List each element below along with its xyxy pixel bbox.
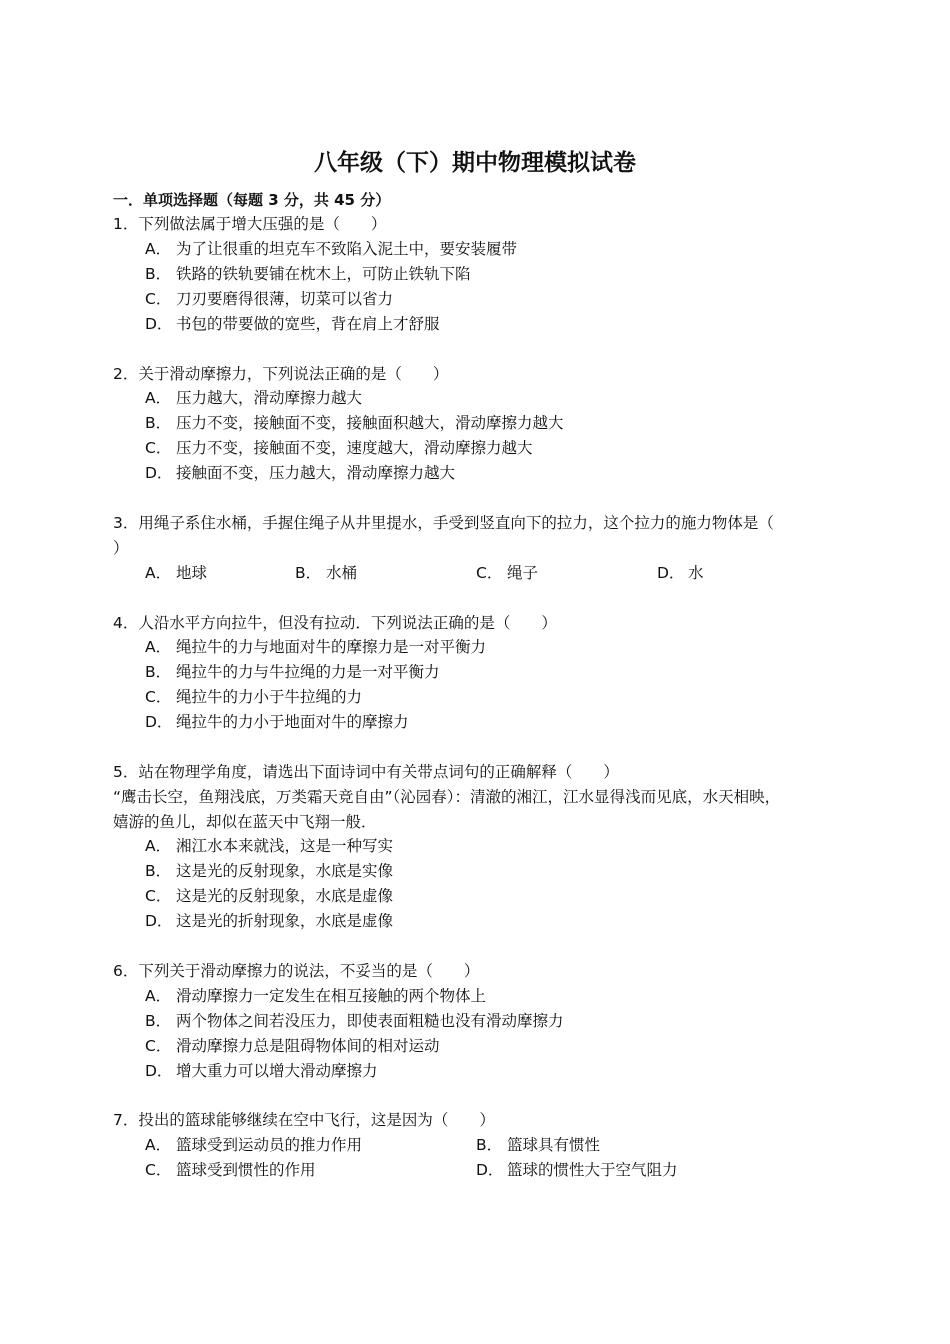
question-3-stem-continued: ） [113, 539, 129, 557]
question-5-option-d[interactable]: D． 这是光的折射现象，水底是虚像 [145, 912, 394, 930]
question-5-quote-line-2: 嬉游的鱼儿，却似在蓝天中飞翔一般． [113, 813, 377, 831]
question-6-stem: 6．下列关于滑动摩擦力的说法，不妥当的是（ ） [113, 962, 480, 980]
question-2-option-c[interactable]: C． 压力不变，接触面不变，速度越大，滑动摩擦力越大 [145, 439, 533, 457]
question-2-option-a[interactable]: A． 压力越大，滑动摩擦力越大 [145, 389, 363, 407]
question-2-option-b[interactable]: B． 压力不变，接触面不变，接触面积越大，滑动摩擦力越大 [145, 414, 564, 432]
question-3-option-d[interactable]: D． 水 [657, 564, 704, 582]
question-7-option-d[interactable]: D． 篮球的惯性大于空气阻力 [476, 1161, 678, 1179]
question-1-option-c[interactable]: C． 刀刃要磨得很薄，切菜可以省力 [145, 290, 394, 308]
question-6-option-d[interactable]: D． 增大重力可以增大滑动摩擦力 [145, 1062, 378, 1080]
question-5-stem: 5．站在物理学角度，请选出下面诗词中有关带点词句的正确解释（ ） [113, 763, 619, 781]
question-7-stem: 7．投出的篮球能够继续在空中飞行，这是因为（ ） [113, 1111, 495, 1129]
question-6-option-c[interactable]: C． 滑动摩擦力总是阻碍物体间的相对运动 [145, 1037, 440, 1055]
question-4-option-b[interactable]: B． 绳拉牛的力与牛拉绳的力是一对平衡力 [145, 663, 440, 681]
question-6-option-a[interactable]: A． 滑动摩擦力一定发生在相互接触的两个物体上 [145, 987, 487, 1005]
question-4-stem: 4．人沿水平方向拉牛，但没有拉动．下列说法正确的是（ ） [113, 614, 557, 632]
question-1-stem: 1．下列做法属于增大压强的是（ ） [113, 215, 387, 233]
page-title: 八年级（下）期中物理模拟试卷 [314, 150, 636, 176]
question-2-option-d[interactable]: D． 接触面不变，压力越大，滑动摩擦力越大 [145, 464, 456, 482]
question-4-option-a[interactable]: A． 绳拉牛的力与地面对牛的摩擦力是一对平衡力 [145, 638, 487, 656]
question-1-option-a[interactable]: A． 为了让很重的坦克车不致陷入泥土中，要安装履带 [145, 240, 518, 258]
question-3-option-c[interactable]: C． 绳子 [476, 564, 539, 582]
question-3-option-b[interactable]: B． 水桶 [295, 564, 358, 582]
question-7-option-a[interactable]: A． 篮球受到运动员的推力作用 [145, 1136, 363, 1154]
question-7-option-b[interactable]: B． 篮球具有惯性 [476, 1136, 601, 1154]
question-1-option-b[interactable]: B． 铁路的铁轨要铺在枕木上，可防止铁轨下陷 [145, 265, 471, 283]
question-1-option-d[interactable]: D． 书包的带要做的宽些，背在肩上才舒服 [145, 315, 440, 333]
question-4-option-d[interactable]: D． 绳拉牛的力小于地面对牛的摩擦力 [145, 713, 409, 731]
question-5-option-a[interactable]: A． 湘江水本来就浅，这是一种写实 [145, 837, 394, 855]
question-5-option-b[interactable]: B． 这是光的反射现象，水底是实像 [145, 862, 394, 880]
section-heading: 一．单项选择题（每题 3 分，共 45 分） [113, 191, 391, 209]
question-4-option-c[interactable]: C． 绳拉牛的力小于牛拉绳的力 [145, 688, 363, 706]
question-3-stem: 3．用绳子系住水桶，手握住绳子从井里提水，手受到竖直向下的拉力，这个拉力的施力物体是（ [113, 514, 774, 532]
question-5-quote-line-1: “鹰击长空，鱼翔浅底，万类霜天竞自由”（沁园春）：清澈的湘江，江水显得浅而见底，水天相映， [113, 788, 781, 806]
question-7-option-c[interactable]: C． 篮球受到惯性的作用 [145, 1161, 316, 1179]
question-3-option-a[interactable]: A． 地球 [145, 564, 208, 582]
question-2-stem: 2．关于滑动摩擦力，下列说法正确的是（ ） [113, 365, 449, 383]
question-5-option-c[interactable]: C． 这是光的反射现象，水底是虚像 [145, 887, 394, 905]
question-6-option-b[interactable]: B． 两个物体之间若没压力，即使表面粗糙也没有滑动摩擦力 [145, 1012, 564, 1030]
